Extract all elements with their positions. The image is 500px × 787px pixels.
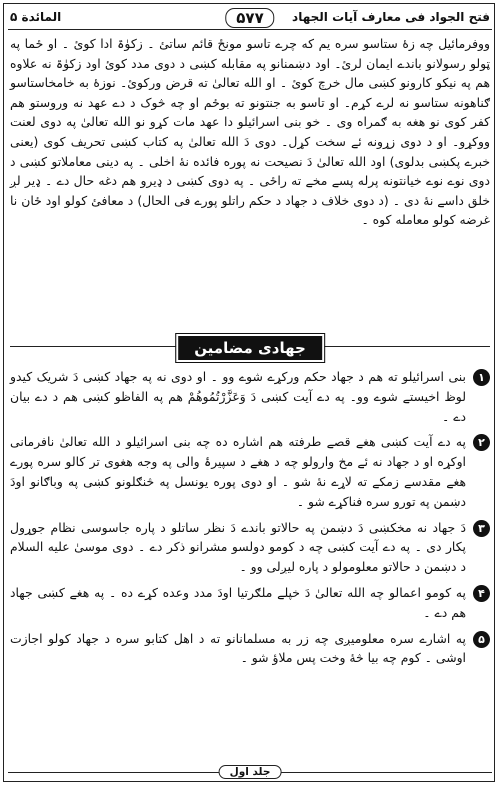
section-title-wrap (10, 332, 490, 362)
point-text: بنی اسرائیلو ته هم د جهاد حکم ورکړے شوے وو ۔ او دوی نه په جهاد کښی دَ شریک کیدو لوظ اخیستے شوے وو۔ په دے آیت کښی دَ وَعَزَّرْتُمُوهُمْ هم په الفاظو کښی هم د دے بیان دے ۔ (10, 369, 466, 424)
surah-reference: المائدة ۵ (10, 10, 62, 24)
section-title: جهادی مضامین (176, 334, 324, 362)
page-header (8, 7, 492, 30)
point-text: په دے آیت کښی هغے قصے طرفته هم اشاره ده چه بنی اسرائیلو د الله تعالیٰ نافرمانی اوکړه او د جهاد نه ئے مخ وارولو چه د هغے د سپیرۂ والی په وجه هغوی تر کالو سره پورے هغے مقدسے زمکے ته لاړے نهٔ شو ۔ او دوی پوره یونسل په څنګلونو کښی په وباګانو اودَ دښمن په تورو سره فناکړے شو ۔ (10, 434, 466, 509)
intro-text-block (10, 34, 490, 230)
point-number-badge: ۵ (473, 631, 490, 648)
list-item (10, 518, 490, 577)
volume-label: جلد اول (219, 765, 282, 779)
point-text: په کومو اعمالو چه الله تعالیٰ دَ خپلے ملګرتیا اودَ مدد وعده کړے ده ۔ په هغے کښی جهاد هم دے ۔ (10, 584, 466, 620)
point-number-badge: ۲ (473, 434, 490, 451)
list-item (10, 432, 490, 511)
point-number-badge: ۴ (473, 585, 490, 602)
point-number-badge: ۱ (473, 369, 490, 386)
list-item (10, 629, 490, 669)
list-item (10, 367, 490, 426)
point-text: دَ جهاد نه مخکښی دَ دښمن په حالاتو باندے دَ نظر ساتلو د پاره جاسوسی نظام جوړول پکار دی ۔ په دے آیت کښی چه د کومو دولسو مشرانو ذکر دے ۔ دوی موسیٰ علیه السلام د دښمن د حالاتو معلومولو د پاره لیږلی وو ۔ (10, 519, 466, 575)
page-number: ۵۷۷ (225, 8, 274, 28)
point-text: په اشارے سره معلومیږی چه زر به مسلمانانو ته د اهل کتابو سره د جهاد کولو اجازت اوشی ۔ کوم چه بیا څهٔ وخت پس ملاؤ شو ۔ (10, 630, 466, 666)
book-title: فتح الجواد فی معارف آیات الجهاد (292, 10, 490, 24)
point-number-badge: ۳ (473, 520, 490, 537)
page-footer (0, 765, 500, 781)
intro-paragraph: ووفرمائیل چه زهٔ ستاسو سره یم که چرے تاسو مونځ قائم ساتئ ۔ زکوٰۃ ادا کوئ ۔ او ځما په ټولو رسولانو باندے ایمان لرئ۔ اود دښمنانو په مقابله کښی د دوی مدد کوئ اود زکوٰۃ نه علاوه هم په نیکو کارونو کښی مال خرچ کوئ ۔ او الله تعالیٰ ته قرض ورکوئ۔ نوزهٔ به خامخاستاسو ګناهونه ستاسو نه لرے کړم۔ او تاسو به جنتونو ته بوځم او چه څوک د دے عهد نه وروستو هم کفر کوی نو هغه به ګمراه وی ۔ خو بنی اسرائیلو دا عهد مات کړو نو الله تعالیٰ په دوی لعنت ووکړو۔ او د دوی زړونه ئے سخت کړل۔ دوی دَ الله تعالیٰ په کتاب کښی تحریف کوی (یعنی خبرے پکښی بدلوی) اود الله تعالیٰ دَ نصیحت نه پوره فائده نهٔ اخلی ۔ په دینی معاملاتو کښی د دوی نوے نوے خیانتونه پرله پسے مخے ته راځی ۔ په دوی کښی د ډیرو هم دغه حال دے ۔ ډیر لږ خلق داسے نهٔ دی ۔ (د دوی خلاف د جهاد د حکم راتلو پورے فی الحال) د معافئ کولو اود ځان نا غرضه کولو معامله کوه ۔ (10, 36, 490, 228)
points-list (10, 367, 490, 674)
list-item (10, 583, 490, 623)
